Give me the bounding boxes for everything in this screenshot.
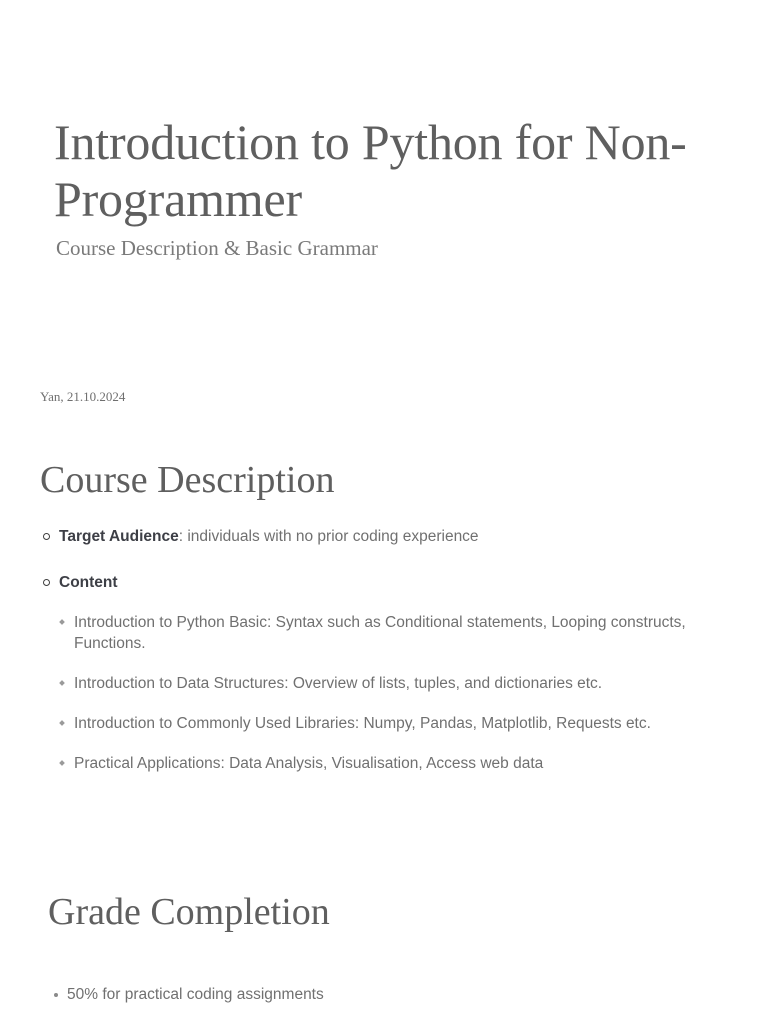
content-label: Content — [59, 574, 118, 591]
page-title: Introduction to Python for Non-Programmer — [54, 114, 687, 227]
page-subtitle: Course Description & Basic Grammar — [56, 236, 378, 260]
diamond-bullet-icon — [59, 680, 65, 686]
target-audience-text: : individuals with no prior coding experience — [178, 528, 479, 545]
target-audience-item — [59, 526, 479, 547]
content-subitem: Introduction to Data Structures: Overview of lists, tuples, and dictionaries etc. — [74, 675, 603, 692]
grade-completion-heading: Grade Completion — [48, 891, 330, 933]
circle-bullet-icon — [43, 533, 50, 540]
content-item — [59, 572, 118, 593]
target-audience-label: Target Audience — [59, 528, 179, 545]
content-subitem: Introduction to Commonly Used Libraries: Numpy, Pandas, Matplotlib, Requests etc. — [74, 715, 651, 732]
dot-bullet-icon — [54, 993, 58, 997]
author-date: Yan, 21.10.2024 — [40, 389, 126, 404]
content-subitem: Introduction to Python Basic: Syntax such as Conditional statements, Looping constructs, Functions. — [74, 614, 686, 652]
diamond-bullet-icon — [59, 619, 65, 625]
diamond-bullet-icon — [59, 760, 65, 766]
course-description-heading: Course Description — [40, 459, 335, 501]
circle-bullet-icon — [43, 579, 50, 586]
diamond-bullet-icon — [59, 720, 65, 726]
grade-item: 50% for practical coding assignments — [67, 986, 324, 1003]
content-subitem: Practical Applications: Data Analysis, Visualisation, Access web data — [74, 755, 544, 772]
